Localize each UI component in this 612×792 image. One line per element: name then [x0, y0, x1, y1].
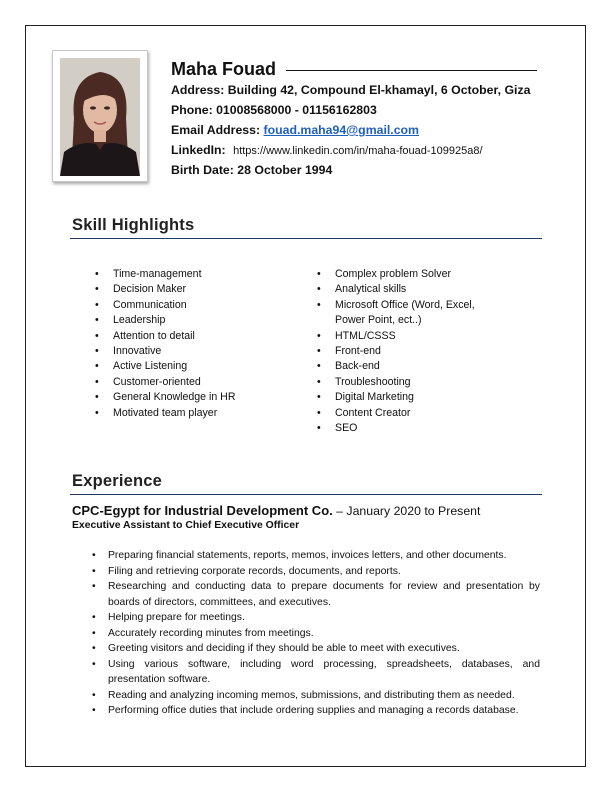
list-item: • Front-end: [317, 344, 487, 359]
skills-heading: Skill Highlights: [72, 216, 195, 234]
address-value: Building 42, Compound El-khamayl, 6 October, Giza: [227, 83, 531, 97]
candidate-name: Maha Fouad: [171, 59, 277, 79]
birth-date-line: [171, 160, 332, 180]
list-item: • Active Listening: [95, 359, 295, 374]
list-item: • Time-management: [95, 267, 295, 282]
list-item: • HTML/CSSS: [317, 329, 487, 344]
list-item: • Analytical skills: [317, 282, 487, 297]
company-name: CPC-Egypt for Industrial Development Co.: [72, 503, 333, 518]
duties-list: [92, 548, 540, 719]
list-item: • Innovative: [95, 344, 295, 359]
profile-photo: [60, 58, 140, 176]
list-item: • Preparing financial statements, reports, memos, invoices letters, and other documents.: [92, 548, 540, 564]
list-item: • Filing and retrieving corporate records, documents, and reports.: [92, 564, 540, 580]
list-item: • Using various software, including word processing, spreadsheets, databases, and presentation software.: [92, 657, 540, 688]
skills-list-right: [317, 267, 487, 436]
list-item: • General Knowledge in HR: [95, 390, 295, 405]
address-label: Address:: [171, 83, 225, 97]
list-item: • Troubleshooting: [317, 375, 487, 390]
list-item: • Complex problem Solver: [317, 267, 487, 282]
linkedin-label: LinkedIn:: [171, 143, 226, 157]
list-item: • Motivated team player: [95, 406, 295, 421]
list-item: • Greeting visitors and deciding if they should be able to meet with executives.: [92, 641, 540, 657]
phone-line: [171, 100, 377, 120]
list-item: • Decision Maker: [95, 282, 295, 297]
list-item: • Digital Marketing: [317, 390, 487, 405]
address-line: [171, 80, 530, 100]
name-divider: [286, 70, 537, 71]
skills-divider: [70, 238, 542, 239]
job-role: Executive Assistant to Chief Executive Officer: [72, 520, 300, 531]
list-item: • Communication: [95, 298, 295, 313]
list-item: • SEO: [317, 421, 487, 436]
job-dates: – January 2020 to Present: [332, 504, 481, 518]
profile-photo-frame: [52, 50, 148, 182]
list-item: • Researching and conducting data to prepare documents for review and presentation by boards of directors, committees, and executives.: [92, 579, 540, 610]
birth-date-value: 28 October 1994: [237, 163, 333, 177]
list-item: • Leadership: [95, 313, 295, 328]
experience-heading: Experience: [72, 472, 163, 490]
list-item: • Accurately recording minutes from meetings.: [92, 626, 540, 642]
linkedin-line: [171, 140, 483, 161]
experience-divider: [70, 494, 542, 495]
phone-label: Phone:: [171, 103, 213, 117]
birth-date-label: Birth Date:: [171, 163, 234, 177]
skills-list-left: [95, 267, 295, 421]
list-item: • Microsoft Office (Word, Excel, Power Point, ect..): [317, 298, 487, 329]
list-item: • Reading and analyzing incoming memos, submissions, and distributing them as needed.: [92, 688, 540, 704]
portrait-image: [60, 58, 140, 176]
phone-value: 01008568000 - 01156162803: [216, 103, 377, 117]
list-item: • Back-end: [317, 359, 487, 374]
list-item: • Performing office duties that include ordering supplies and managing a records database.: [92, 703, 540, 719]
email-line: [171, 120, 419, 140]
list-item: • Attention to detail: [95, 329, 295, 344]
email-label: Email Address:: [171, 123, 261, 137]
list-item: • Content Creator: [317, 406, 487, 421]
email-link[interactable]: fouad.maha94@gmail.com: [263, 123, 419, 137]
job-company: [72, 503, 480, 518]
list-item: • Customer-oriented: [95, 375, 295, 390]
linkedin-url: https://www.linkedin.com/in/maha-fouad-109925a8/: [233, 145, 483, 157]
list-item: • Helping prepare for meetings.: [92, 610, 540, 626]
